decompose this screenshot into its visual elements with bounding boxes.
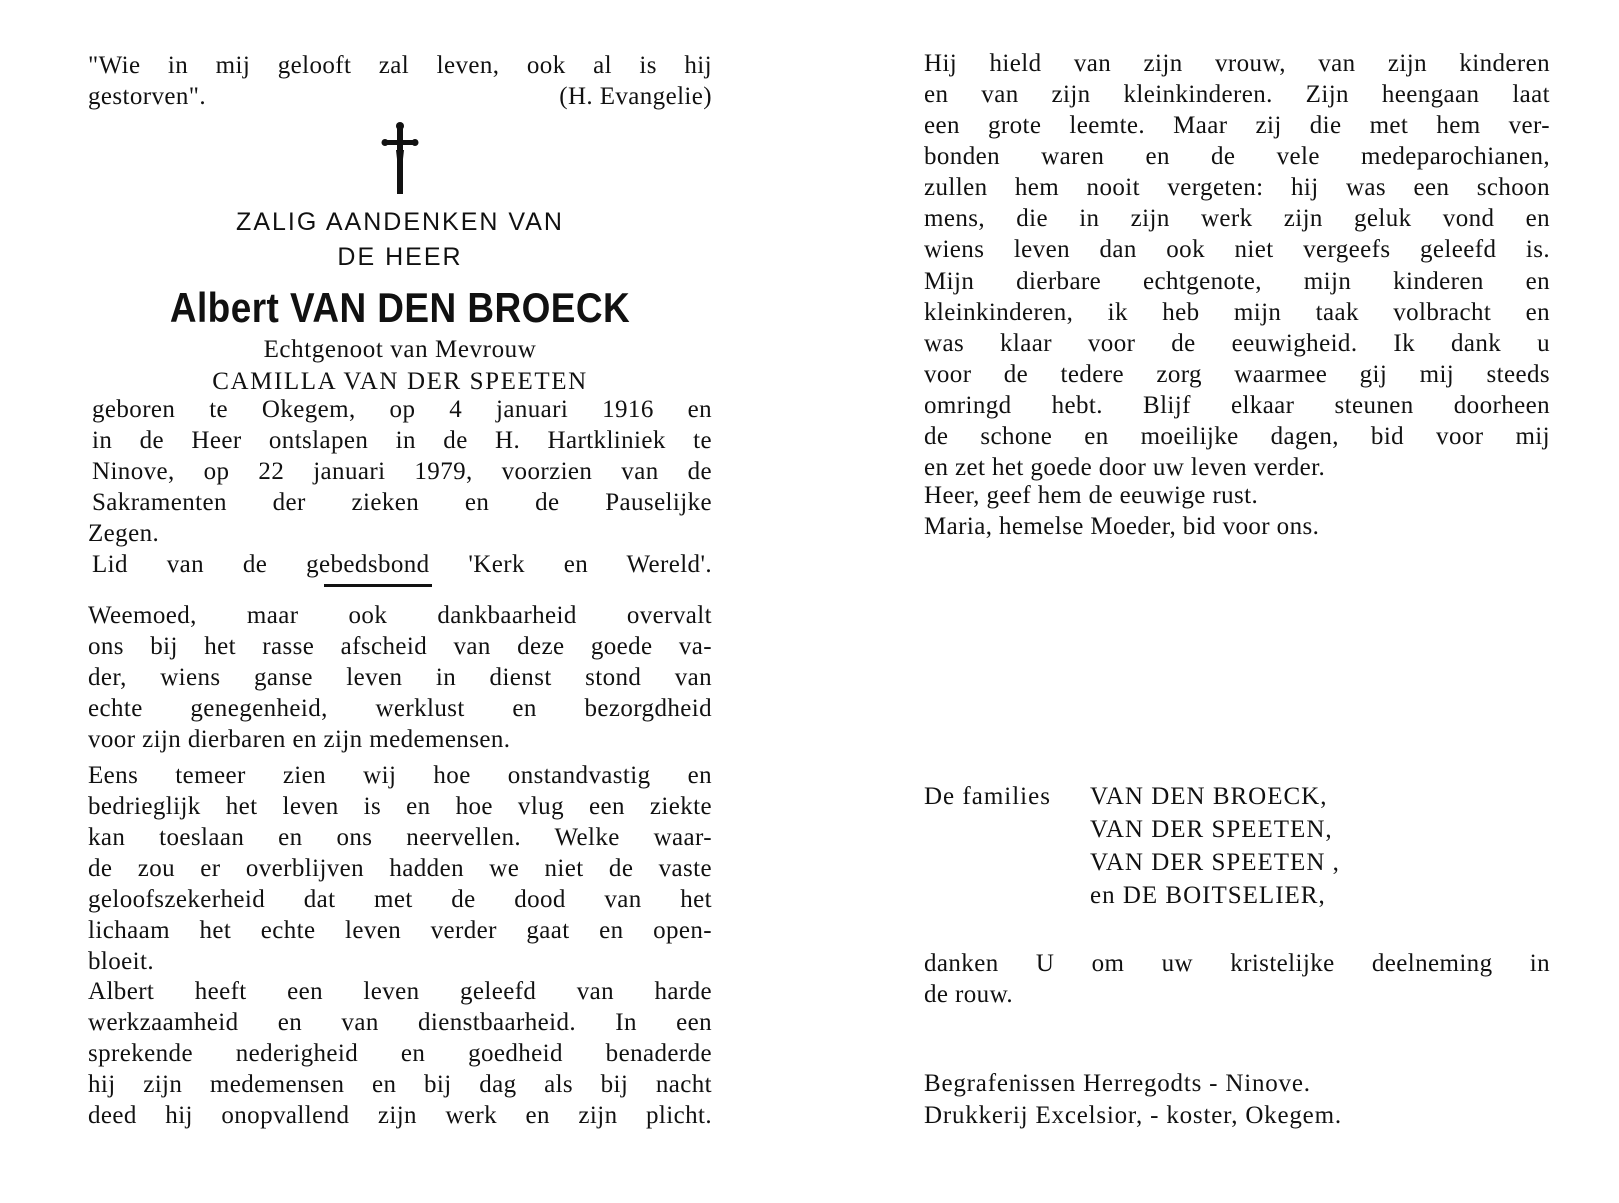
born-line: Ninove, op 22 januari 1979, voorzien van de [92,458,712,485]
heading-title: DE HEER [337,243,463,271]
families-row [924,813,1550,846]
born-line: in de Heer ontslapen in de H. Hartkliniek te [92,427,712,454]
birth-death-details [88,394,712,580]
family-name: VAN DER SPEETEN, [1090,816,1333,843]
text-line-last: voor zijn dierbaren en zijn medemensen. [88,726,511,753]
text-line: kleinkinderen, ik heb mijn taak volbracht en [924,299,1550,326]
deceased-name: Albert VAN DEN BROECK [169,284,631,331]
divider-line [324,584,432,587]
families-row [924,879,1550,912]
text-line: hij zijn medemensen en bij dag als bij nacht [88,1071,712,1098]
text-line: bonden waren en de vele medeparochianen, [924,143,1550,170]
quote-line-1: "Wie in mij gelooft zal leven, ook al is hij [88,52,712,79]
family-name: VAN DEN BROECK, [1090,783,1328,810]
born-line-last: Zegen. [88,520,160,547]
text-line: mens, die in zijn werk zijn geluk vond en [924,205,1550,232]
quote-line-2 [88,81,712,112]
paragraph-hij-hield [924,48,1550,265]
text-line: Eens temeer zien wij hoe onstandvastig en [88,762,712,789]
thanks-line-last: de rouw. [924,981,1014,1008]
text-line: der, wiens ganse leven in dienst stond van [88,664,712,691]
heading-in-memory: ZALIG AANDENKEN VAN [236,208,564,236]
families-block [924,780,1550,912]
born-line: geboren te Okegem, op 4 januari 1916 en [92,396,712,423]
cross-icon [370,120,430,198]
spouse-label: Echtgenoot van Mevrouw [263,336,537,363]
text-line: en van zijn kleinkinderen. Zijn heengaan laat [924,81,1550,108]
families-row [924,846,1550,879]
text-line: Weemoed, maar ook dankbaarheid overvalt [88,602,712,629]
text-line: zullen hem nooit vergeten: hij was een schoon [924,174,1550,201]
families-prefix: De families [924,783,1051,810]
paragraph-weemoed [88,600,712,755]
thanks-line: danken U om uw kristelijke deelneming in [924,950,1550,977]
text-line: deed hij onopvallend zijn werk en zijn plicht. [88,1102,712,1129]
text-line: echte genegenheid, werklust en bezorgdheid [88,695,712,722]
gospel-quote [88,50,712,112]
text-line: omringd hebt. Blijf elkaar steunen doorheen [924,392,1550,419]
text-line: wiens leven dan ook niet vergeefs geleefd is. [924,236,1550,263]
born-line: Sakramenten der zieken en de Pauselijke [92,489,712,516]
prayer-line: Maria, hemelse Moeder, bid voor ons. [924,513,1320,540]
text-line: was klaar voor de eeuwigheid. Ik dank u [924,330,1550,357]
text-line: Hij hield van zijn vrouw, van zijn kinderen [924,50,1550,77]
text-line: een grote leemte. Maar zij die met hem ver- [924,112,1550,139]
printer-credit: Drukkerij Excelsior, - koster, Okegem. [924,1102,1342,1129]
text-line: voor de tedere zorg waarmee gij mij steeds [924,361,1550,388]
text-line: Mijn dierbare echtgenote, mijn kinderen en [924,268,1550,295]
paragraph-eens-temeer [88,760,712,977]
paragraph-mijn-dierbare [924,266,1550,483]
text-line: ons bij het rasse afscheid van deze goede va- [88,633,712,660]
member-line: Lid van de gebedsbond 'Kerk en Wereld'. [92,551,712,578]
spouse-name: CAMILLA VAN DER SPEETEN [212,368,588,395]
text-line-last: en zet het goede door uw leven verder. [924,454,1326,481]
text-line: kan toeslaan en ons neervellen. Welke waar- [88,824,712,851]
family-name: VAN DER SPEETEN , [1090,849,1340,876]
text-line-last: bloeit. [88,948,154,975]
thanks-block [924,948,1550,1010]
text-line: de schone en moeilijke dagen, bid voor mij [924,423,1550,450]
quote-line-2-text: gestorven". [88,83,207,110]
prayer-line: Heer, geef hem de eeuwige rust. [924,482,1259,509]
families-row [924,780,1550,813]
paragraph-albert [88,976,712,1131]
prayers [924,480,1550,542]
text-line: geloofszekerheid dat met de dood van het [88,886,712,913]
text-line: Albert heeft een leven geleefd van harde [88,978,712,1005]
text-line: sprekende nederigheid en goedheid benaderde [88,1040,712,1067]
text-line: werkzaamheid en van dienstbaarheid. In een [88,1009,712,1036]
text-line: bedrieglijk het leven is en hoe vlug een ziekte [88,793,712,820]
text-line: de zou er overblijven hadden we niet de vaste [88,855,712,882]
printer-credits [924,1068,1550,1132]
quote-source: (H. Evangelie) [559,83,712,110]
family-name: en DE BOITSELIER, [1090,882,1326,909]
text-line: lichaam het echte leven verder gaat en open- [88,917,712,944]
undertaker-credit: Begrafenissen Herregodts - Ninove. [924,1070,1311,1097]
